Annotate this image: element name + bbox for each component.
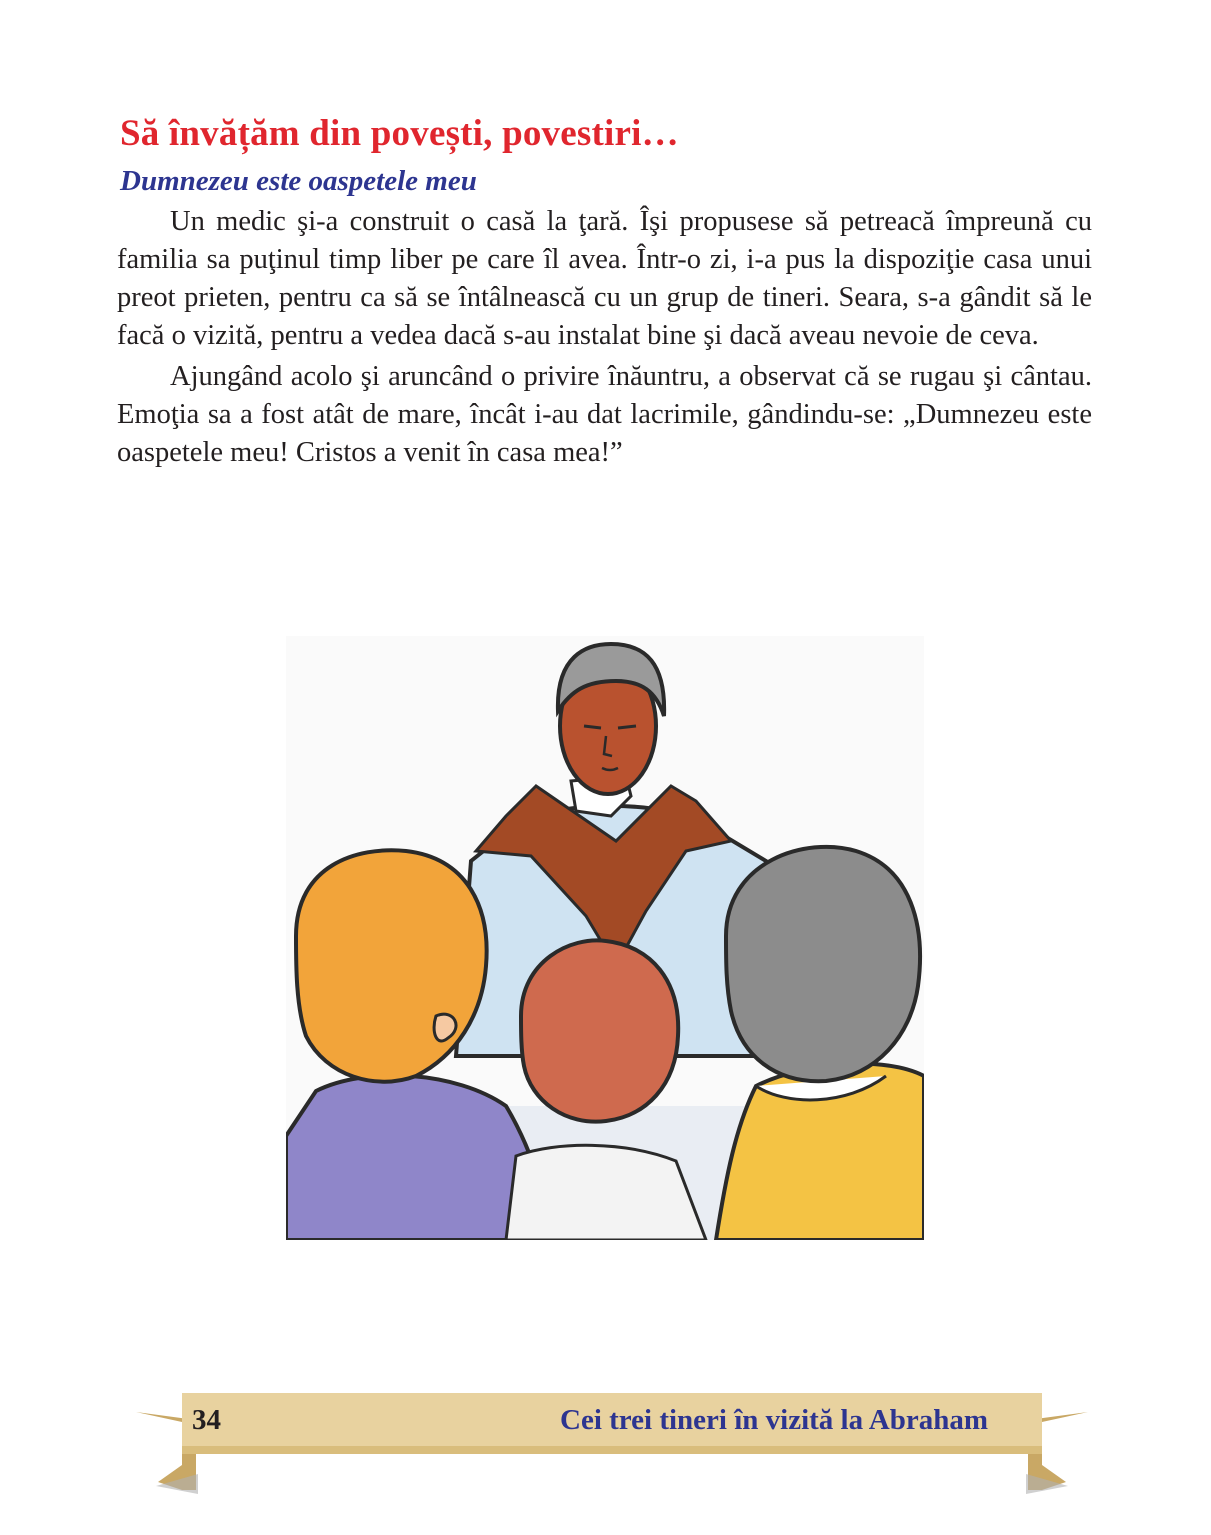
page-heading: Să învățăm din povești, povestiri… [120, 113, 679, 154]
footer-banner [136, 1390, 1088, 1500]
story-title: Dumnezeu este oaspetele meu [120, 165, 477, 197]
paragraph-1: Un medic şi-a construit o casă la ţară. Îşi propusese să petreacă împreună cu familia sa puţinul timp liber pe care îl avea. Într-o zi, i-a pus la dispoziţie casa unui preot prieten, pentru ca să se întâlnească cu un grup de tineri. Seara, s-a gândit să le facă o vizită, pentru a vedea dacă s-au instalat bine şi dacă aveau nevoie de ceva. [117, 206, 1092, 351]
story-text [117, 203, 1092, 475]
chapter-title: Cei trei tineri în vizită la Abraham [560, 1404, 988, 1436]
paragraph-2: Ajungând acolo şi aruncând o privire înăuntru, a observat că se rugau şi cântau. Emoţia sa a fost atât de mare, încât i-au dat lacrimile, gândindu-se: „Dumnezeu este oaspetele meu! Cristos a venit în casa mea!” [117, 361, 1092, 468]
page-number: 34 [192, 1404, 221, 1436]
priest-with-youth-illustration [286, 636, 924, 1240]
